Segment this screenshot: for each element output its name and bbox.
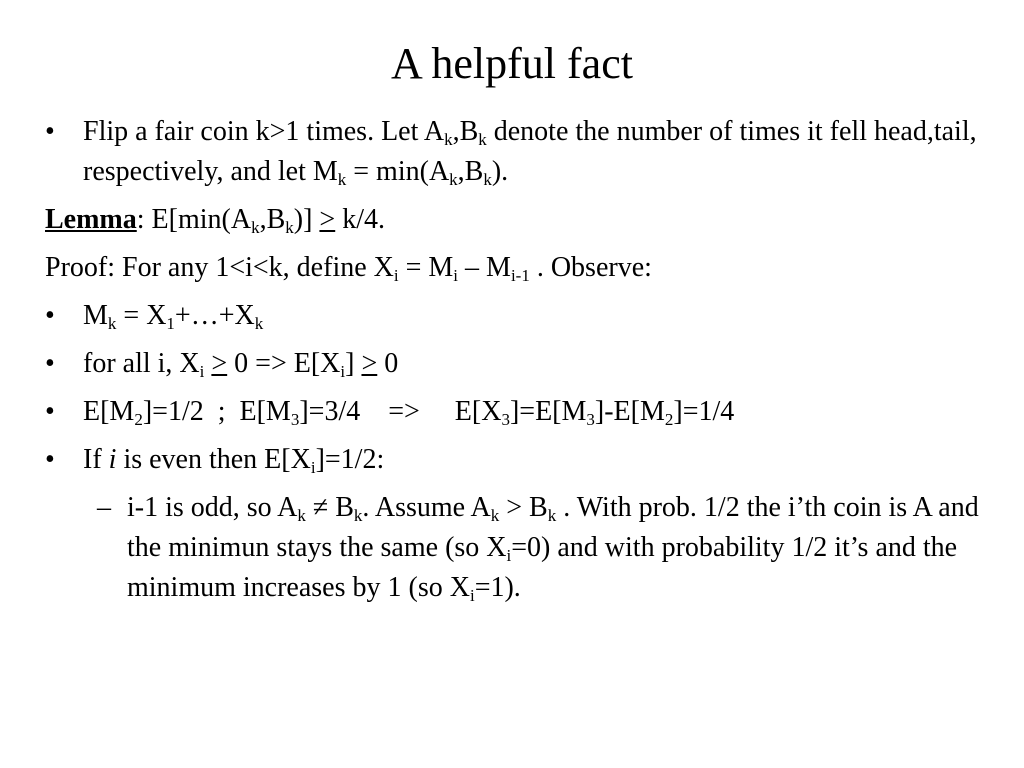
slide-body [45,112,995,616]
bullet-icon: • [45,396,55,427]
bullet-icon: • [45,300,55,331]
sub-item-odd-case: – i-1 is odd, so $A_k \ne B_k$. Assume $A_k > B_k$ . With prob. 1/2 the i’th coin is A and the minimun stays the same (so $X_i=0$) and with probability 1/2 it’s and the minimum increases by 1 (so $X_i=1$). [45,488,995,608]
geq-symbol: > [319,204,336,235]
bullet-item-nonneg: • for all i, $X_i > 0 => E[X_i] > 0$ [45,344,995,384]
lemma-label: Lemma [45,204,137,235]
bullet-icon: • [45,348,55,379]
bullet-item-i-even: • If i is even then $E[X_i]=1/2$: [45,440,995,480]
proof-line: Proof: For any 1<i<k, define $X_i = M_i - M_{i-1}$ . Observe: [45,252,652,285]
geq-symbol: > [361,348,378,379]
bullet-item-coin-flip: • Flip a fair coin k>1 times. Let $A_k,B_k$ denote the number of times it fell head,tail, respectively, and let $M_k = \min(A_k,B_k)$. [45,112,995,192]
bullet-icon: • [45,444,55,475]
dash-icon: – [97,492,111,523]
bullet-icon: • [45,116,55,147]
slide-title: A helpful fact [391,39,633,88]
geq-symbol: > [211,348,228,379]
bullet-item-expectations: • $E[M_2]=1/2$ ; $E[M_3]=3/4$ => $E[X_3]=E[M_3]-E[M_2]=1/4$ [45,392,995,432]
lemma-line: Lemma: $E[\min(A_k,B_k)] > k/4$. [45,204,385,237]
bullet-item-mk-sum: • $M_k$ = $X_1+\dots+X_k$ [45,296,995,336]
